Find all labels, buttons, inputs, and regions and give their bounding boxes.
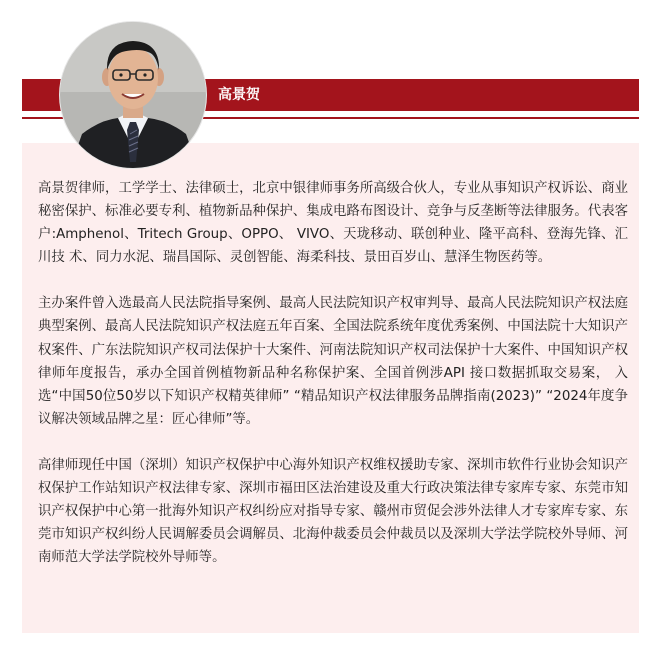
- bio-paragraph-roles: 高律师现任中国（深圳）知识产权保护中心海外知识产权维权援助专家、深圳市软件行业协会知识产权保护工作站知识产权法律专家、深圳市福田区法治建设及重大行政决策法律专家库专家、东莞市知识产权保护中心第一批海外知识产权纠纷应对指导专家、赣州市贸促会涉外法律人才专家库专家、东莞市知识产权纠纷人民调解委员会调解员、北海仲裁委员会仲裁员以及深圳大学法学院校外导师、河南师范大学法学院校外导师等。: [38, 457, 628, 566]
- profile-name: 高景贺: [218, 87, 260, 103]
- avatar: [60, 22, 206, 168]
- bio-text: [38, 177, 628, 592]
- bio-paragraph-cases: 主办案件曾入选最高人民法院指导案例、最高人民法院知识产权审判导、最高人民法院知识产权法庭典型案例、最高人民法院知识产权法庭五年百案、全国法院系统年度优秀案例、中国法院十大知识产权案件、广东法院知识产权司法保护十大案件、河南法院知识产权司法保护十大案件、中国知识产权律师年度报告，承办全国首例植物新品种名称保护案、全国首例涉API 接口数据抓取交易案， 入选“中国50位50岁以下知识产权精英律师” “精品知识产权法律服务品牌指南(2023)” “2024年度争议解决领域品牌之星：匠心律师”等。: [38, 296, 628, 427]
- bio-paragraph-intro: 高景贺律师，工学学士、法律硕士，北京中银律师事务所高级合伙人，专业从事知识产权诉讼、商业秘密保护、标准必要专利、植物新品种保护、集成电路布图设计、竞争与反垄断等法律服务。代表客户:Amphenol、Tritech Group、OPPO、 VIVO、天珑移动、联创种业、隆平高科、登海先锋、汇川技 术、同力水泥、瑞昌国际、灵创智能、海柔科技、景田百岁山、慧泽生物医药等。: [38, 181, 628, 266]
- portrait-photo: [60, 22, 206, 168]
